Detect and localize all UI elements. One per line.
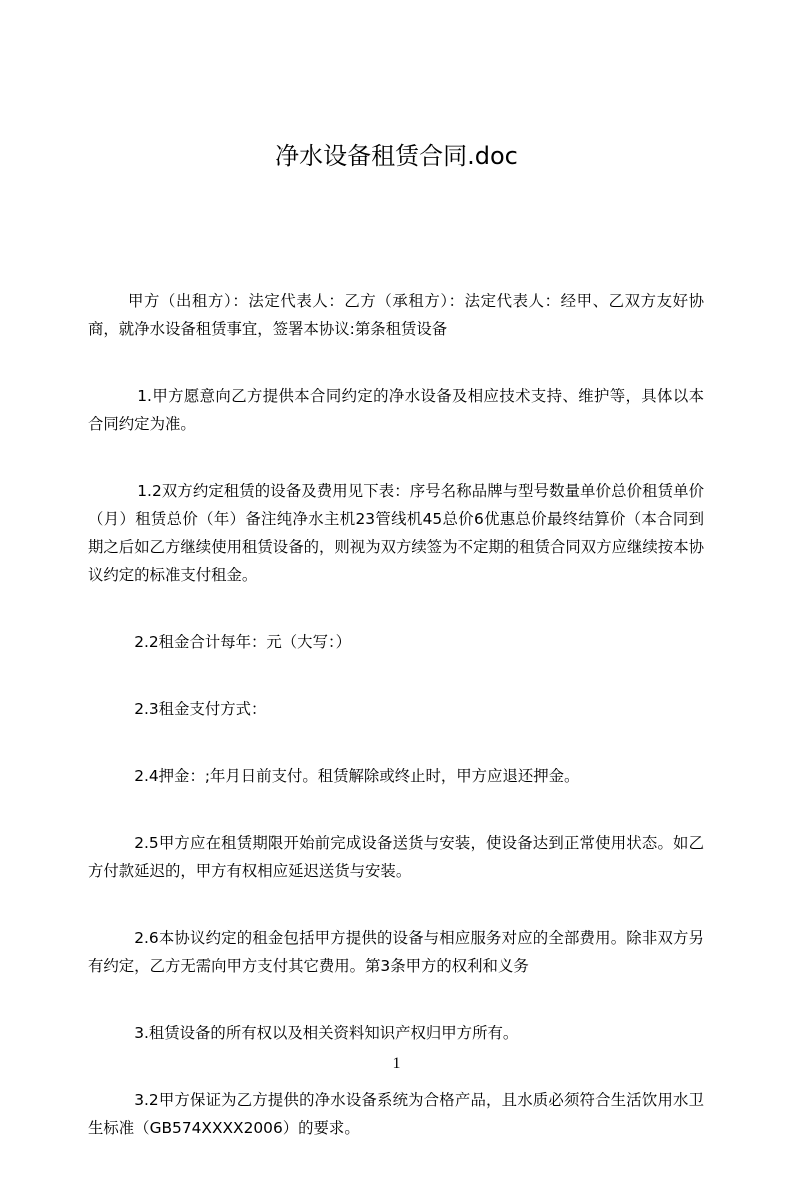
page-number: 1 <box>392 1055 401 1072</box>
paragraph-parties: 甲方（出租方）：法定代表人：乙方（承租方）：法定代表人：经甲、乙双方友好协商，就净水设备租赁事宜，签署本协议:第条租赁设备 <box>88 292 704 338</box>
paragraph-3: 3.租赁设备的所有权以及相关资料知识产权归甲方所有。 <box>134 1024 519 1042</box>
paragraph-1-2: 1.2双方约定租赁的设备及费用见下表：序号名称品牌与型号数量单价总价租赁单价（月）租赁总价（年）备注纯净水主机23管线机45总价6优惠总价最终结算价（本合同到期之后如乙方继续使用租赁设备的，则视为双方续签为不定期的租赁合同双方应继续按本协议约定的标准支付租金。 <box>88 482 704 584</box>
paragraph-1: 1.甲方愿意向乙方提供本合同约定的净水设备及相应技术支持、维护等，具体以本合同约定为准。 <box>88 387 704 433</box>
document-title: 净水设备租赁合同.doc <box>275 142 518 170</box>
paragraph-2-4: 2.4押金：;年月日前支付。租赁解除或终止时，甲方应退还押金。 <box>134 767 580 785</box>
paragraph-2-5: 2.5甲方应在租赁期限开始前完成设备送货与安装，使设备达到正常使用状态。如乙方付款延迟的，甲方有权相应延迟送货与安装。 <box>88 834 704 880</box>
paragraph-3-2: 3.2甲方保证为乙方提供的净水设备系统为合格产品，且水质必须符合生活饮用水卫生标准（GB574XXXX2006）的要求。 <box>88 1091 704 1137</box>
paragraph-2-3: 2.3租金支付方式： <box>134 700 267 718</box>
paragraph-2-6: 2.6本协议约定的租金包括甲方提供的设备与相应服务对应的全部费用。除非双方另有约定，乙方无需向甲方支付其它费用。第3条甲方的权利和义务 <box>88 929 704 975</box>
paragraph-2-2: 2.2租金合计每年：元（大写：） <box>134 633 352 651</box>
document-body <box>88 287 704 1181</box>
